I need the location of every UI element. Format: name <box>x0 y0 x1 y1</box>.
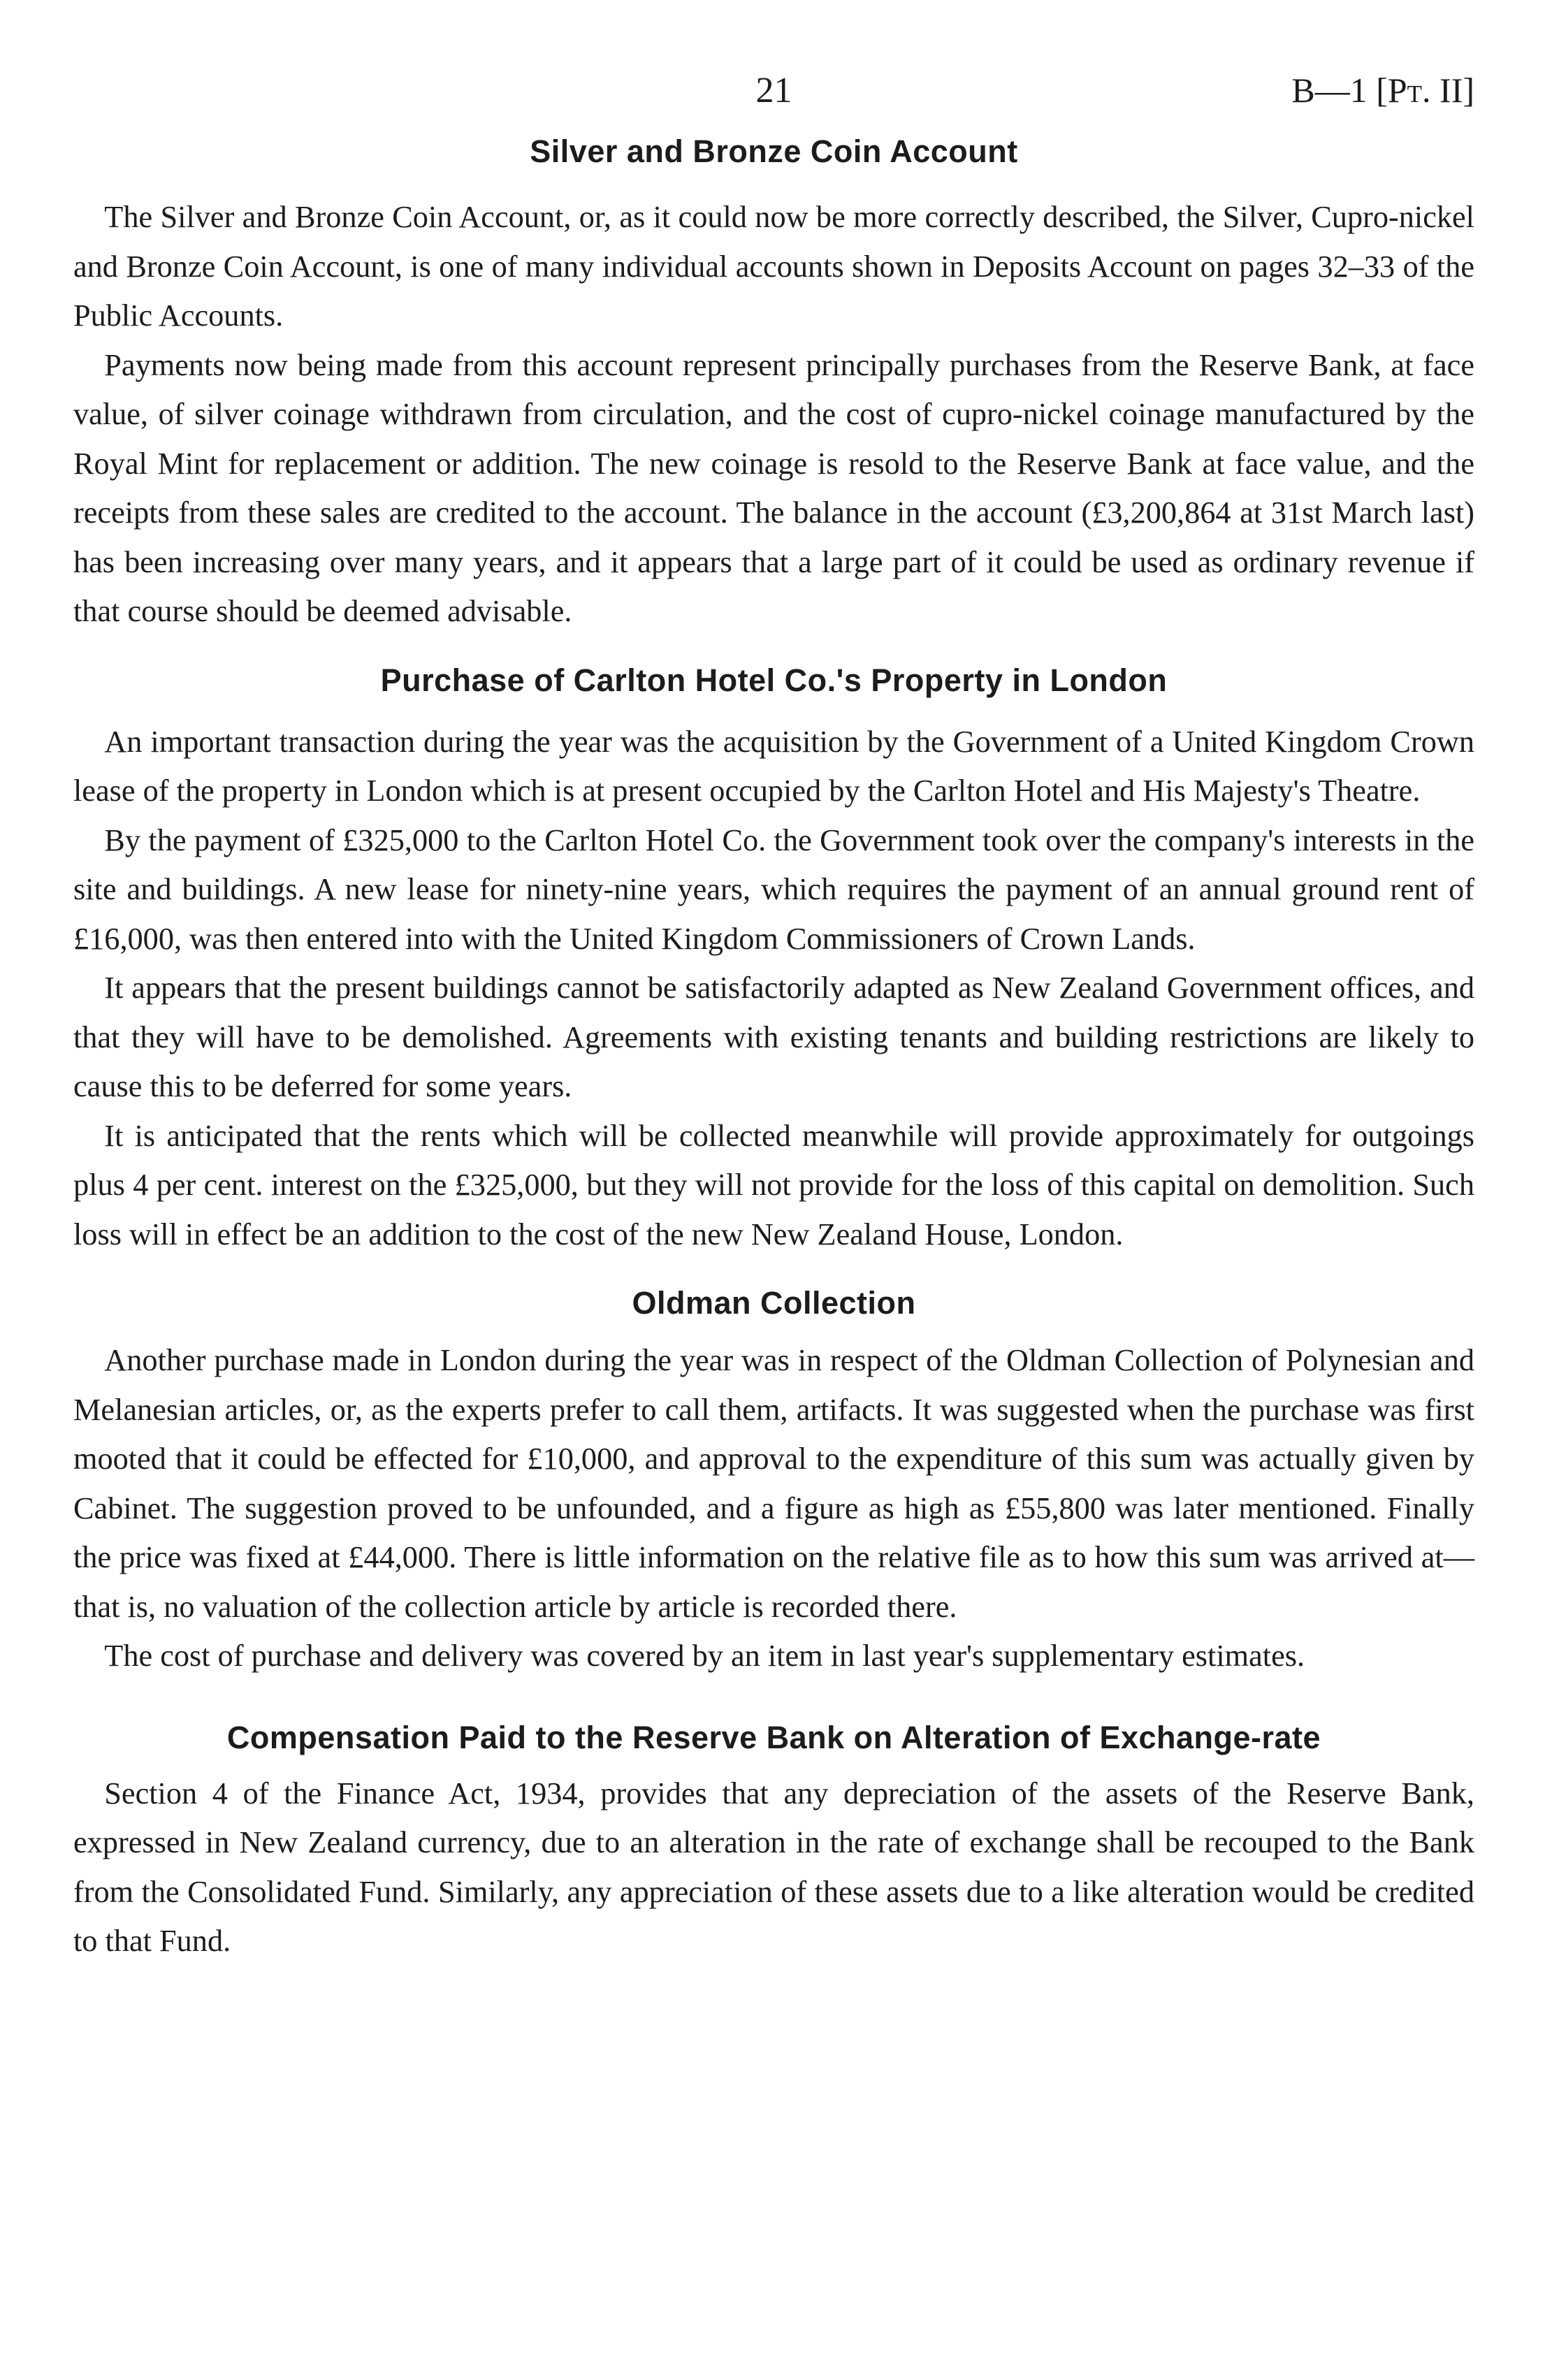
paragraph: Section 4 of the Finance Act, 1934, provides that any depreciation of the assets of the Reserve Bank, expressed in New Zealand currency, due to an alteration in the rate of exchange shall be recouped to the Bank from the Consolidated Fund. Similarly, any appreciation of these assets due to a like alteration would be credited to that Fund. <box>73 1776 1474 1958</box>
section-carlton-hotel-purchase <box>73 662 1474 1260</box>
paragraph: It appears that the present buildings cannot be satisfactorily adapted as New Zealand Government offices, and that they will have to be demolished. Agreements with existing tenants and building restrictions are likely to cause this to be deferred for some years. <box>73 971 1474 1103</box>
doc-ref-suffix: . II] <box>1422 71 1474 110</box>
paragraph: The Silver and Bronze Coin Account, or, as it could now be more correctly described, the Silver, Cupro-nickel and Bronze Coin Account, is one of many individual accounts shown in Deposits Account on pages 32–33 of the Public Accounts. <box>73 200 1474 333</box>
section-oldman-collection <box>73 1284 1474 1681</box>
section-silver-bronze-coin-account <box>73 133 1474 637</box>
section-heading: Silver and Bronze Coin Account <box>530 133 1018 169</box>
doc-ref-prefix: B—1 [ <box>1291 71 1388 110</box>
section-heading: Compensation Paid to the Reserve Bank on Alteration of Exchange-rate <box>226 1719 1321 1755</box>
doc-ref-part: Pt <box>1387 71 1423 110</box>
section-reserve-bank-compensation <box>73 1719 1474 1966</box>
paragraph: Another purchase made in London during the year was in respect of the Oldman Collection of Polynesian and Melanesian articles, or, as the experts prefer to call them, artifacts. It was suggested when the purchase was first mooted that it could be effected for £10,000, and approval to the expenditure of this sum was actually given by Cabinet. The suggestion proved to be unfounded, and a figure as high as £55,800 was later mentioned. Finally the price was fixed at £44,000. There is little information on the relative file as to how this sum was arrived at—that is, no valuation of the collection article by article is recorded there. <box>73 1343 1474 1624</box>
page-header <box>73 63 1474 126</box>
section-heading: Purchase of Carlton Hotel Co.'s Property in London <box>380 662 1168 698</box>
document-page <box>73 63 1474 1966</box>
paragraph: An important transaction during the year was the acquisition by the Government of a United Kingdom Crown lease of the property in London which is at present occupied by the Carlton Hotel and His Majesty's Theatre. <box>73 724 1474 808</box>
paragraph: Payments now being made from this account represent principally purchases from the Reserve Bank, at face value, of silver coinage withdrawn from circulation, and the cost of cupro-nickel coinage manufactured by the Royal Mint for replacement or addition. The new coinage is resold to the Reserve Bank at face value, and the receipts from these sales are credited to the account. The balance in the account (£3,200,864 at 31st March last) has been increasing over many years, and it appears that a large part of it could be used as ordinary revenue if that course should be deemed advisable. <box>73 347 1474 628</box>
section-heading: Oldman Collection <box>632 1285 916 1321</box>
page-number: 21 <box>755 71 792 110</box>
document-reference <box>1291 70 1474 110</box>
paragraph: It is anticipated that the rents which will be collected meanwhile will provide approximately for outgoings plus 4 per cent. interest on the £325,000, but they will not provide for the loss of this capital on demolition. Such loss will in effect be an addition to the cost of the new New Zealand House, London. <box>73 1118 1474 1251</box>
paragraph: The cost of purchase and delivery was covered by an item in last year's supplementary estimates. <box>104 1639 1305 1673</box>
paragraph: By the payment of £325,000 to the Carlton Hotel Co. the Government took over the company's interests in the site and buildings. A new lease for ninety-nine years, which requires the payment of an annual ground rent of £16,000, was then entered into with the United Kingdom Commissioners of Crown Lands. <box>73 822 1474 956</box>
